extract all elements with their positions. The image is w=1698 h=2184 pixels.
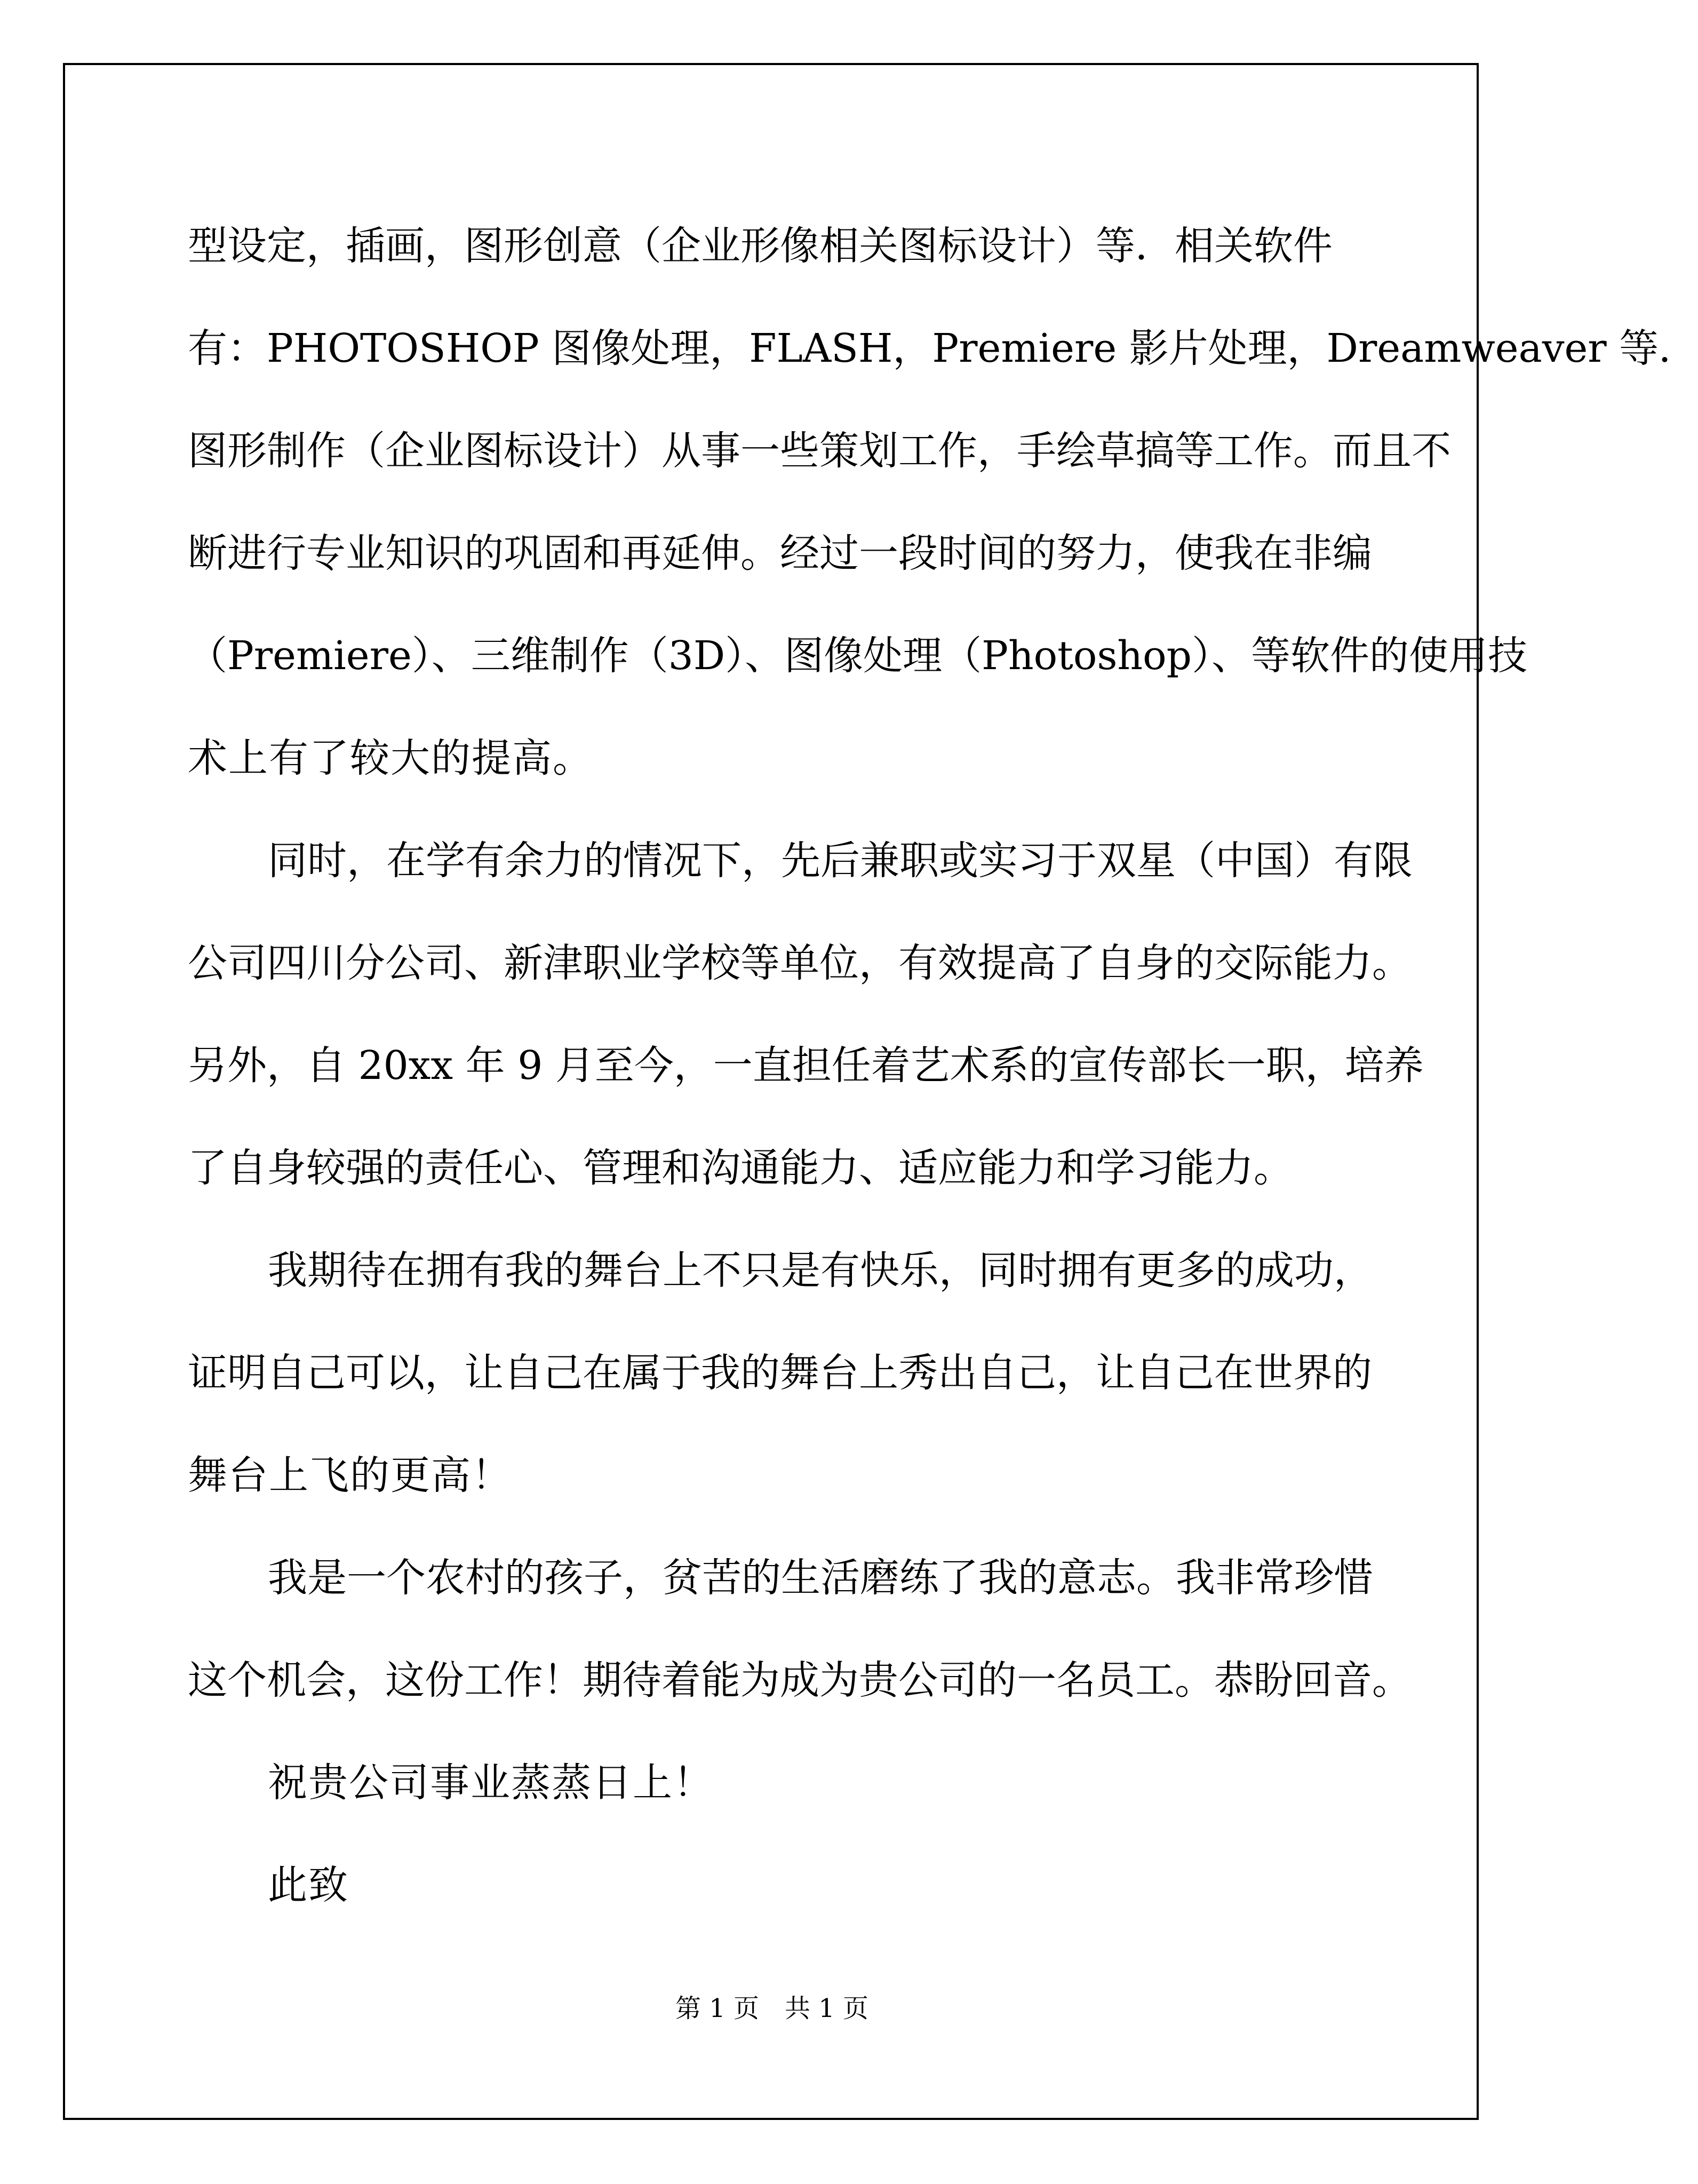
- page-footer: [0, 1988, 1544, 2024]
- paragraph-start-line: 我是一个农村的孩子，贫苦的生活磨练了我的意志。我非常珍惜: [268, 1555, 1373, 1601]
- text-line: 断进行专业知识的巩固和再延伸。经过一段时间的努力，使我在非编: [188, 530, 1372, 576]
- text-line: 公司四川分公司、新津职业学校等单位，有效提高了自身的交际能力。: [188, 940, 1412, 986]
- closing-salutation: 此致: [268, 1862, 349, 1908]
- text-line: 舞台上飞的更高！: [188, 1452, 512, 1498]
- text-line: 术上有了较大的提高。: [188, 735, 593, 781]
- page-number: 第 1 页 共 1 页: [675, 1994, 869, 2023]
- paragraph-start-line: 我期待在拥有我的舞台上不只是有快乐，同时拥有更多的成功，: [268, 1248, 1373, 1293]
- text-line: 证明自己可以，让自己在属于我的舞台上秀出自己，让自己在世界的: [188, 1350, 1372, 1396]
- text-line: 图形制作（企业图标设计）从事一些策划工作，手绘草搞等工作。而且不: [188, 428, 1451, 474]
- paragraph-start-line: 同时，在学有余力的情况下，先后兼职或实习于双星（中国）有限: [268, 838, 1413, 884]
- text-line: 这个机会，这份工作！期待着能为成为贵公司的一名员工。恭盼回音。: [188, 1657, 1412, 1703]
- text-line: 另外，自 20xx 年 9 月至今，一直担任着艺术系的宣传部长一职，培养: [188, 1043, 1424, 1089]
- closing-wish: 祝贵公司事业蒸蒸日上！: [268, 1760, 714, 1806]
- document-body: [188, 195, 1698, 1936]
- text-line: （Premiere）、三维制作（3D）、图像处理（Photoshop）、等软件的使用技: [188, 633, 1528, 679]
- text-line: 型设定，插画，图形创意（企业形像相关图标设计）等．相关软件: [188, 223, 1333, 269]
- text-line: 了自身较强的责任心、管理和沟通能力、适应能力和学习能力。: [188, 1145, 1293, 1191]
- text-line: 有：PHOTOSHOP 图像处理，FLASH，Premiere 影片处理，Dreamweaver 等．: [188, 325, 1698, 371]
